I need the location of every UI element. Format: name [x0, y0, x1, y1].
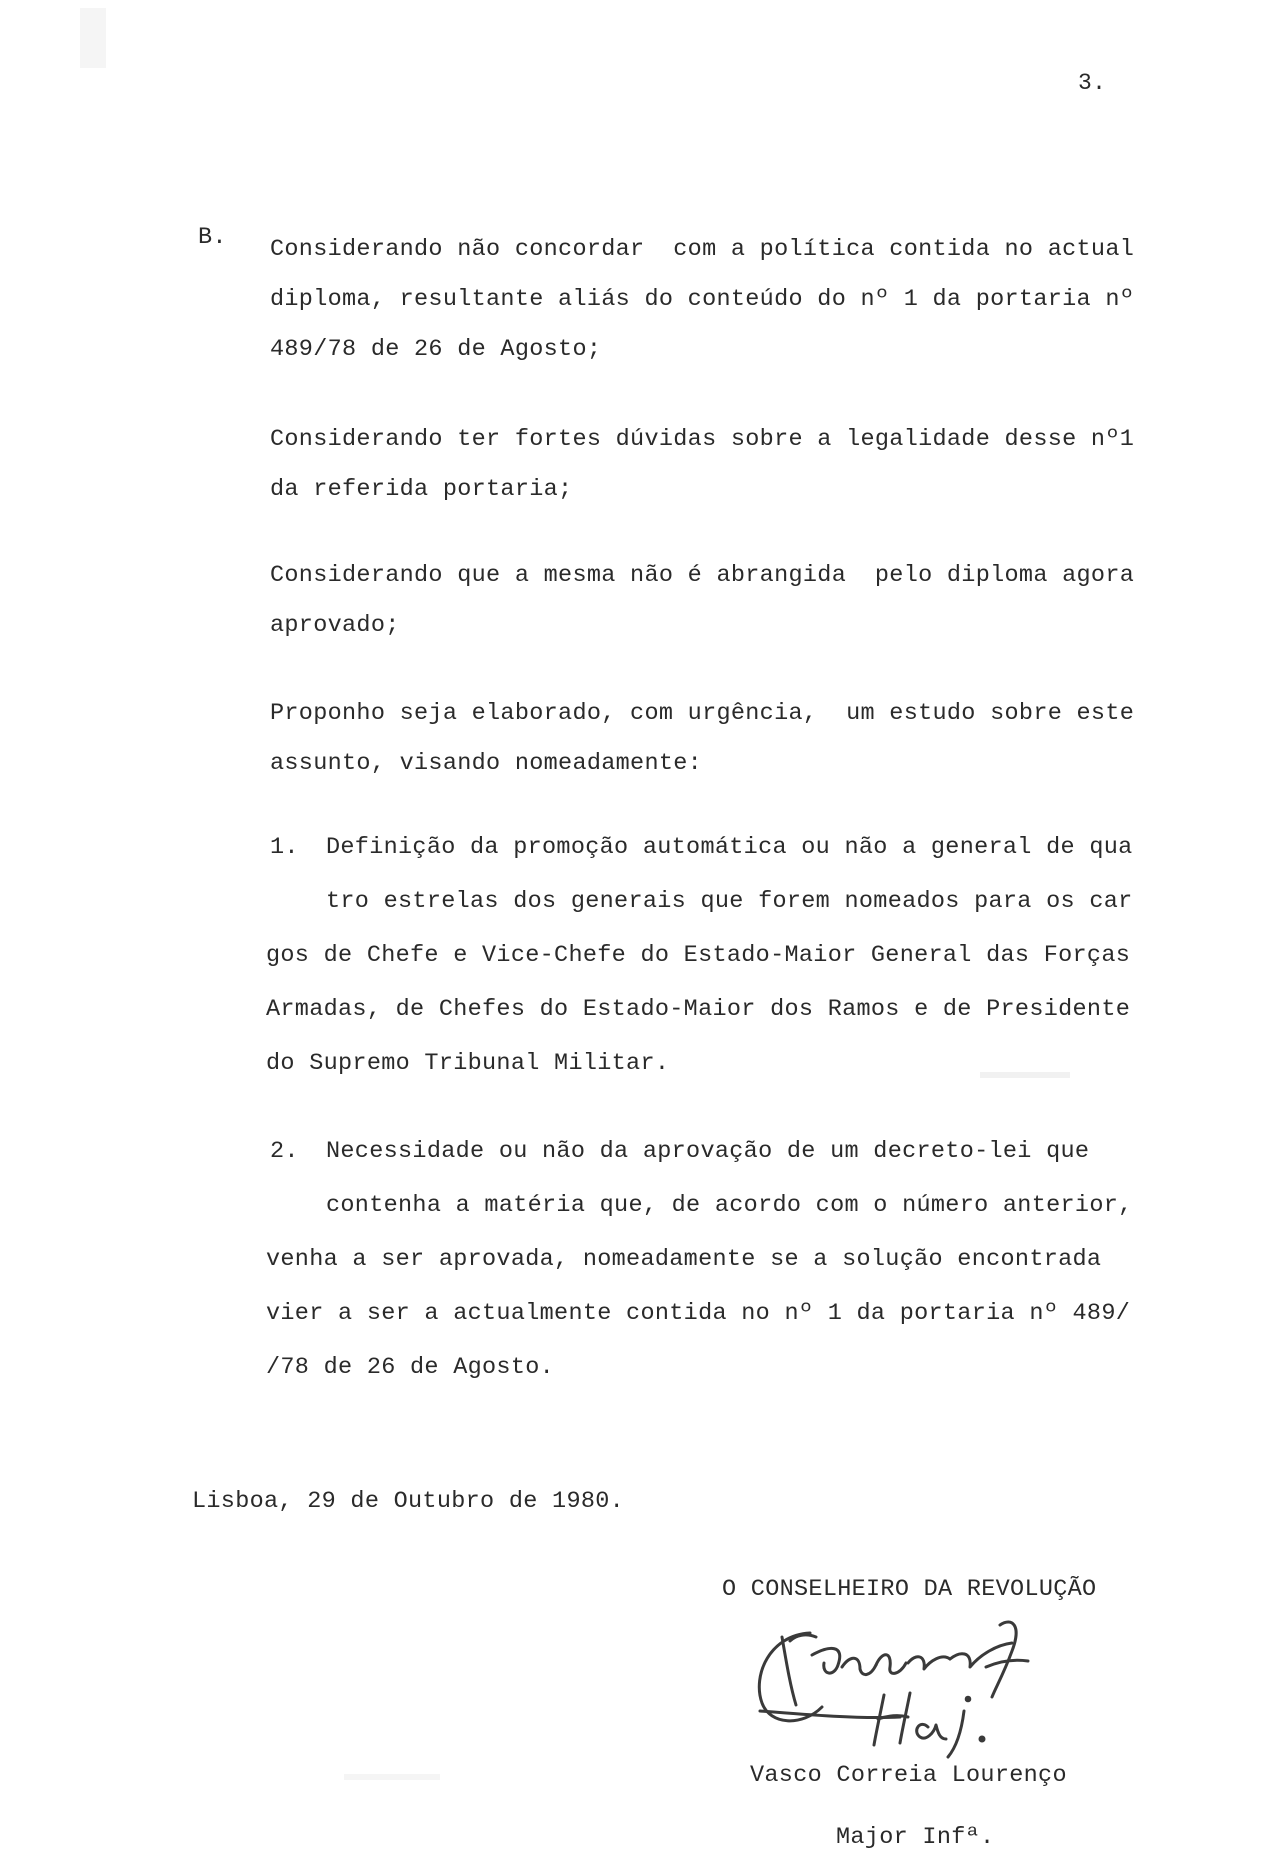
paragraph-line: Considerando não concordar com a política contida no actual: [270, 236, 1135, 263]
handwritten-signature: [750, 1615, 1110, 1765]
item-line: vier a ser a actualmente contida no nº 1 da portaria nº 489/: [266, 1300, 1131, 1327]
item-line: do Supremo Tribunal Militar.: [266, 1050, 670, 1077]
item-number: 2.: [270, 1138, 299, 1165]
item-line: Necessidade ou não da aprovação de um decreto-lei que: [326, 1138, 1090, 1165]
item-line: gos de Chefe e Vice-Chefe do Estado-Maior General das Forças: [266, 942, 1131, 969]
item-number: 1.: [270, 834, 299, 861]
item-line: Definição da promoção automática ou não a general de qua: [326, 834, 1133, 861]
signatory-name: Vasco Correia Lourenço: [750, 1762, 1067, 1789]
paragraph-line: da referida portaria;: [270, 476, 573, 503]
scan-noise: [344, 1774, 440, 1780]
paragraph-line: Proponho seja elaborado, com urgência, um estudo sobre este: [270, 700, 1135, 727]
item-line: /78 de 26 de Agosto.: [266, 1354, 555, 1381]
paragraph-line: diploma, resultante aliás do conteúdo do nº 1 da portaria nº: [270, 286, 1135, 313]
page-number: 3.: [1078, 70, 1107, 96]
paragraph-line: Considerando ter fortes dúvidas sobre a legalidade desse nº1: [270, 426, 1135, 453]
date-line: Lisboa, 29 de Outubro de 1980.: [192, 1488, 625, 1515]
section-label: B.: [198, 224, 227, 251]
paragraph-line: 489/78 de 26 de Agosto;: [270, 336, 602, 363]
paragraph-line: Considerando que a mesma não é abrangida pelo diploma agora: [270, 562, 1135, 589]
scan-noise: [980, 1072, 1070, 1078]
scan-noise: [80, 8, 106, 68]
item-line: venha a ser aprovada, nomeadamente se a solução encontrada: [266, 1246, 1102, 1273]
paragraph-line: aprovado;: [270, 612, 400, 639]
signatory-title: O CONSELHEIRO DA REVOLUÇÃO: [722, 1576, 1097, 1603]
item-line: Armadas, de Chefes do Estado-Maior dos Ramos e de Presidente: [266, 996, 1131, 1023]
item-line: contenha a matéria que, de acordo com o número anterior,: [326, 1192, 1133, 1219]
signatory-rank: Major Infª.: [836, 1824, 995, 1851]
item-line: tro estrelas dos generais que forem nomeados para os car: [326, 888, 1133, 915]
paragraph-line: assunto, visando nomeadamente:: [270, 750, 703, 777]
